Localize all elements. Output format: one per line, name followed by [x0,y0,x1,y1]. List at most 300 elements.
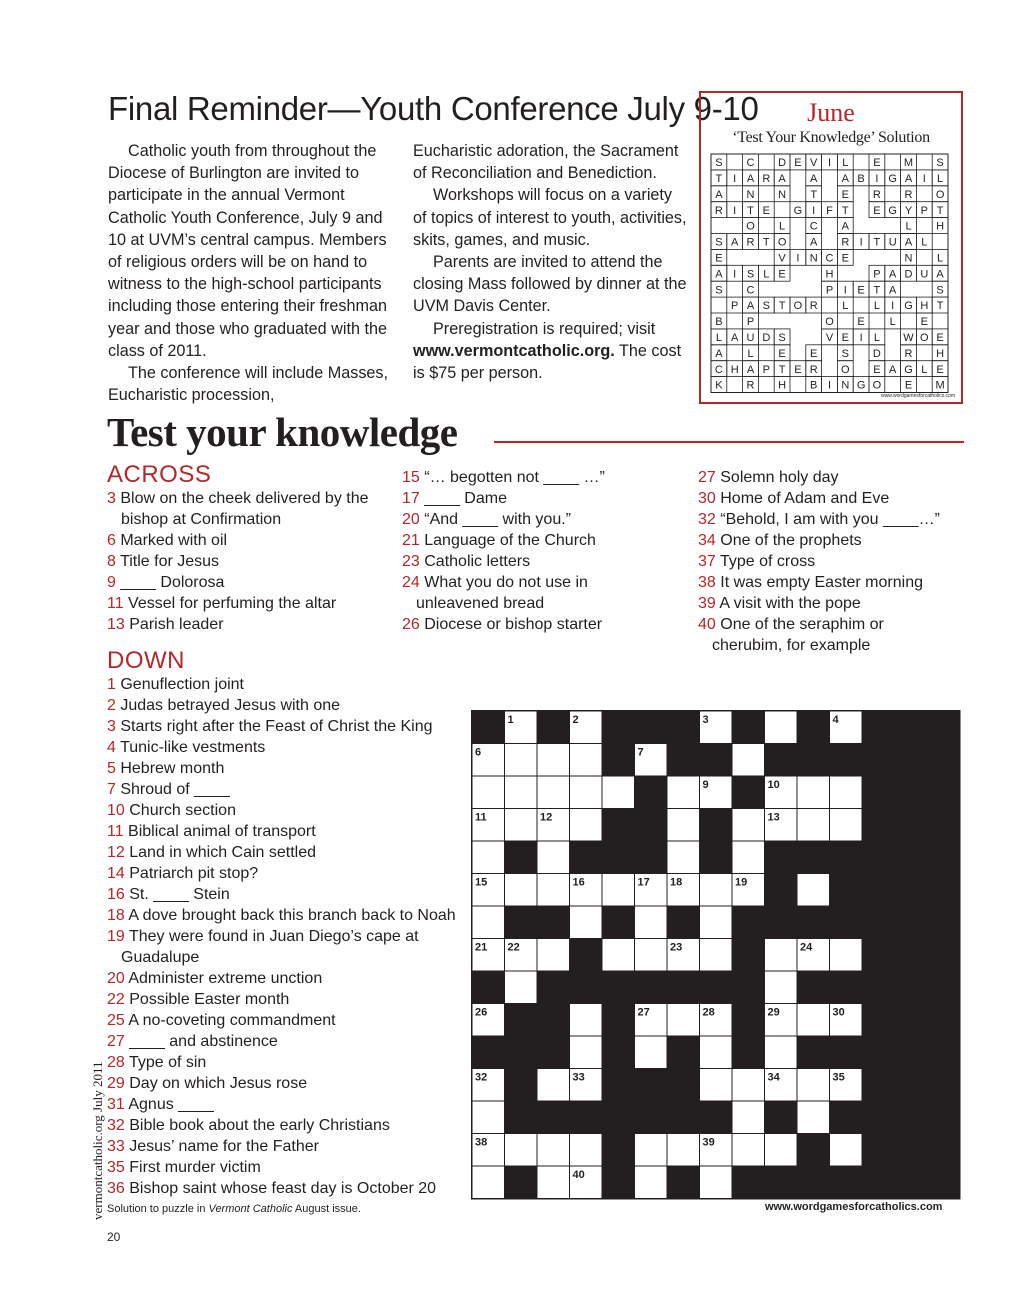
grid-cell[interactable] [667,1134,700,1167]
grid-cell[interactable] [732,1134,765,1167]
grid-cell[interactable] [797,874,830,907]
solution-letter: E [904,379,913,392]
clue-across_col1-8 [107,551,377,572]
grid-block [797,744,830,777]
grid-block [505,841,538,874]
solution-letter: L [889,316,896,329]
grid-cell[interactable] [667,809,700,842]
clue-text: Hebrew month [115,760,225,777]
solution-letter: E [778,268,786,281]
grid-block [472,971,505,1004]
solution-letter: U [920,268,929,281]
solution-letter: E [920,316,928,329]
solution-letter: O [793,300,803,313]
clue-down-25 [107,1010,462,1031]
grid-block [602,1036,635,1069]
clue-text: Shroud of ____ [115,781,230,798]
clue-number: 35 [107,1159,125,1176]
grid-block [732,1004,765,1037]
solution-letter: O [777,236,787,249]
grid-block [765,906,798,939]
grid-block [732,776,765,809]
clue-down-32 [107,1115,462,1136]
grid-block [635,841,668,874]
solution-letter: B [857,173,865,185]
grid-number: 29 [767,1006,780,1019]
clue-text: Blow on the cheek delivered by the bishop at Confirmation [115,490,369,528]
grid-number: 18 [670,876,683,889]
grid-cell[interactable] [472,1101,505,1134]
grid-cell[interactable] [700,1036,733,1069]
grid-block [797,1134,830,1167]
grid-block [537,1101,570,1134]
grid-cell[interactable] [537,1069,570,1102]
solution-letter: T [873,236,881,249]
grid-cell[interactable] [732,744,765,777]
clue-number: 7 [107,781,116,798]
solution-letter: A [810,236,818,249]
grid-block [830,1101,863,1134]
solution-note [107,1203,361,1215]
grid-block [700,841,733,874]
clue-down-33 [107,1136,462,1157]
clue-number: 39 [698,595,716,612]
clue-text: One of the seraphim or cherubim, for example [712,616,884,654]
grid-block [927,1101,960,1134]
solution-letter: L [779,220,786,233]
solution-letter: L [873,332,880,344]
solution-letter: R [809,300,818,313]
grid-cell[interactable] [537,939,570,972]
grid-cell[interactable] [700,906,733,939]
solution-letter: I [875,173,879,185]
solution-letter: I [859,332,863,344]
grid-number: 24 [800,941,813,954]
clue-across_col3-32 [698,509,958,530]
grid-cell[interactable] [700,939,733,972]
clue-number: 14 [107,865,125,882]
solution-letter: N [778,188,787,201]
grid-cell[interactable] [797,1004,830,1037]
grid-cell[interactable] [602,776,635,809]
clue-text: Possible Easter month [124,991,290,1008]
grid-cell[interactable] [537,776,570,809]
grid-block [895,906,928,939]
clue-number: 34 [698,532,716,549]
grid-block [667,1166,700,1199]
article-title: Final Reminder—Youth Conference July 9-10 [108,90,759,127]
grid-cell[interactable] [635,1036,668,1069]
clue-number: 40 [698,616,716,633]
grid-block [505,1101,538,1134]
clue-across_col2-21 [402,530,642,551]
clue-number: 10 [107,802,125,819]
solution-letter: E [841,332,849,344]
solution-letter: A [731,236,739,249]
grid-block [927,906,960,939]
solution-letter: I [843,284,847,297]
grid-cell[interactable] [537,1166,570,1199]
solution-letter: T [936,204,944,217]
solution-letter: A [936,268,944,281]
grid-block [895,1166,928,1199]
grid-cell[interactable] [732,1101,765,1134]
article-paragraph: Catholic youth from throughout the Diocese of Burlington are invited to participate in the annual Vermont Catholic Youth Conference, July 9 and 10 at UVM’s central campus. Members of religious orders will be on hand to witness to the high-school participants including those entering their freshman year and those who graduated with the class of 2011. [108,142,387,360]
grid-number: 19 [735,876,748,889]
solution-letter: P [873,268,881,281]
grid-cell[interactable] [765,939,798,972]
article-right-column [413,140,688,384]
clue-number: 29 [107,1075,125,1092]
solution-letter: O [841,363,850,376]
grid-block [537,1036,570,1069]
grid-cell[interactable] [505,744,538,777]
clue-text: “And ____ with you.” [419,511,571,528]
clue-number: 21 [402,532,420,549]
article-paragraph: Parents are invited to attend the closing Mass followed by dinner at the UVM Davis Center. [413,253,687,316]
grid-cell[interactable] [537,1134,570,1167]
solution-letter: L [921,236,928,249]
grid-cell[interactable] [797,1101,830,1134]
across-clues-col2 [402,467,642,635]
clue-down-36 [107,1178,462,1199]
solution-letter: T [762,236,770,249]
grid-block [862,776,895,809]
solution-letter: E [857,284,865,297]
clue-across_col2-24 [402,572,642,614]
clue-number: 3 [107,718,116,735]
clue-number: 22 [107,991,125,1008]
clue-text: Type of sin [124,1054,207,1071]
grid-cell[interactable] [732,809,765,842]
clue-down-7 [107,779,462,800]
solution-letter: T [715,173,723,185]
grid-block [537,1004,570,1037]
grid-block [570,841,603,874]
solution-title: June [807,98,855,127]
grid-block [927,776,960,809]
grid-cell[interactable] [570,1036,603,1069]
solution-letter: P [762,363,770,376]
grid-cell[interactable] [700,1166,733,1199]
solution-letter: N [746,188,755,201]
solution-letter: O [746,220,755,233]
clue-number: 23 [402,553,420,570]
grid-block [667,906,700,939]
grid-cell[interactable] [505,971,538,1004]
clue-number: 15 [402,469,420,486]
grid-block [895,1036,928,1069]
solution-letter: S [936,157,944,170]
grid-cell[interactable] [505,1134,538,1167]
clue-text: Tunic-like vestments [115,739,266,756]
clue-number: 36 [107,1180,125,1197]
solution-grid [701,93,961,402]
clue-number: 28 [107,1054,125,1071]
clue-text: Starts right after the Feast of Christ the King [115,718,433,735]
grid-number: 35 [832,1071,845,1084]
grid-cell[interactable] [830,939,863,972]
grid-cell[interactable] [830,776,863,809]
grid-block [927,841,960,874]
grid-cell[interactable] [537,744,570,777]
grid-cell[interactable] [700,874,733,907]
clue-number: 9 [107,574,116,591]
grid-cell[interactable] [635,1166,668,1199]
clue-number: 17 [402,490,420,507]
solution-letter: E [810,347,818,360]
solution-letter: O [872,379,882,392]
clue-down-5 [107,758,462,779]
grid-block [895,971,928,1004]
grid-block [700,1101,733,1134]
clue-down-29 [107,1073,462,1094]
across-clues-col3 [698,467,958,656]
clue-text: ____ and abstinence [124,1033,278,1050]
solution-letter: U [746,332,755,344]
solution-letter: N [809,252,818,265]
grid-block [830,1036,863,1069]
grid-cell[interactable] [537,841,570,874]
grid-cell[interactable] [765,971,798,1004]
clue-text: Home of Adam and Eve [715,490,890,507]
solution-letter: E [873,363,881,376]
clue-text: Church section [124,802,236,819]
solution-letter: D [778,157,787,170]
grid-cell[interactable] [505,874,538,907]
clue-number: 12 [107,844,125,861]
clue-text: Bible book about the early Christians [124,1117,390,1134]
grid-cell[interactable] [797,1069,830,1102]
grid-block [927,744,960,777]
grid-block [667,1069,700,1102]
clue-text: Catholic letters [419,553,531,570]
grid-cell[interactable] [667,1004,700,1037]
clue-text: “… begotten not ____ …” [419,469,605,486]
grid-cell[interactable] [505,776,538,809]
grid-block [830,1166,863,1199]
grid-block [537,906,570,939]
grid-cell[interactable] [537,874,570,907]
grid-block [895,711,928,744]
clue-across_col2-15 [402,467,642,488]
grid-block [732,971,765,1004]
solution-letter: T [778,363,786,376]
grid-cell[interactable] [635,906,668,939]
grid-block [505,1069,538,1102]
clue-number: 16 [107,886,125,903]
solution-letter: A [904,236,913,249]
article-text: The cost is $75 per person. [413,341,682,383]
grid-block [862,906,895,939]
grid-block [602,971,635,1004]
grid-cell[interactable] [570,809,603,842]
clue-across_col2-20 [402,509,642,530]
clue-down-19 [107,926,462,968]
grid-cell[interactable] [635,1134,668,1167]
clue-across_col2-26 [402,614,642,635]
grid-block [537,711,570,744]
grid-cell[interactable] [472,841,505,874]
solution-letter: P [746,316,755,329]
grid-block [862,1036,895,1069]
grid-block [732,711,765,744]
grid-block [797,906,830,939]
crossword-grid[interactable] [471,710,963,1200]
grid-block [830,906,863,939]
grid-number: 20 [832,876,845,889]
grid-block [862,809,895,842]
solution-letter: T [747,204,754,217]
grid-cell[interactable] [570,1004,603,1037]
website-link[interactable]: www.vermontcatholic.org. [413,341,615,360]
solution-letter: Y [904,204,913,217]
solution-letter: A [715,268,723,281]
clue-number: 3 [107,490,116,507]
grid-cell[interactable] [732,841,765,874]
clue-across_col1-13 [107,614,377,635]
clue-number: 5 [107,760,116,777]
grid-cell[interactable] [570,1134,603,1167]
solution-letter: H [825,268,834,281]
solution-letter: M [903,157,914,170]
article-left-column [108,140,393,406]
grid-number: 36 [897,1071,910,1084]
grid-cell[interactable] [700,1069,733,1102]
clue-number: 4 [107,739,116,756]
grid-cell[interactable] [635,939,668,972]
clue-across_col3-27 [698,467,958,488]
clue-across_col3-34 [698,530,958,551]
grid-cell[interactable] [602,874,635,907]
grid-block [635,971,668,1004]
solution-letter: S [746,268,755,281]
solution-letter: E [762,204,770,217]
grid-number: 25 [930,941,943,954]
grid-block [765,874,798,907]
grid-number: 14 [897,811,910,824]
grid-block [927,1069,960,1102]
grid-number: 30 [832,1006,845,1019]
grid-cell[interactable] [830,809,863,842]
clue-down-18 [107,905,462,926]
grid-cell[interactable] [472,776,505,809]
solution-letter: T [810,188,818,201]
grid-cell[interactable] [472,1166,505,1199]
article-paragraph [413,318,688,385]
grid-number: 16 [572,876,585,889]
solution-letter: G [856,379,866,392]
grid-number: 6 [475,746,482,759]
grid-block [602,809,635,842]
grid-block [570,971,603,1004]
solution-letter: I [827,379,832,392]
grid-cell[interactable] [570,776,603,809]
grid-block [895,1004,928,1037]
grid-number: 33 [572,1071,585,1084]
grid-cell[interactable] [765,1134,798,1167]
grid-block [537,971,570,1004]
solution-letter: A [841,173,849,185]
solution-letter: E [873,204,881,217]
grid-number: 7 [637,746,644,759]
down-clues [107,674,462,1199]
clue-number: 38 [698,574,716,591]
grid-cell[interactable] [797,776,830,809]
grid-block [927,1004,960,1037]
grid-number: 11 [475,811,487,824]
grid-block [862,939,895,972]
solution-letter: W [903,332,914,344]
clue-number: 27 [698,469,716,486]
grid-number: 40 [572,1169,585,1181]
grid-cell[interactable] [602,939,635,972]
clue-across_col1-6 [107,530,377,551]
grid-cell[interactable] [667,776,700,809]
grid-block [895,744,928,777]
grid-block [602,841,635,874]
clue-text: What you do not use in unleavened bread [416,574,588,612]
clue-number: 24 [402,574,420,591]
grid-cell[interactable] [797,809,830,842]
grid-cell[interactable] [732,1069,765,1102]
clue-down-1 [107,674,462,695]
solution-letter: A [715,347,723,360]
article-paragraph: The conference will include Masses, Eucharistic procession, [108,364,389,405]
grid-cell[interactable] [505,809,538,842]
grid-number: 23 [670,941,683,954]
solution-letter: S [715,157,723,170]
clue-down-31 [107,1094,462,1115]
clue-across_col3-30 [698,488,958,509]
grid-cell[interactable] [570,744,603,777]
grid-cell[interactable] [765,1036,798,1069]
solution-url: www.wordgamesforcatholics.com [881,393,955,399]
solution-letter: L [873,300,880,313]
solution-letter: R [904,188,913,201]
grid-block [927,1166,960,1199]
solution-letter: D [762,332,771,344]
grid-cell[interactable] [570,906,603,939]
grid-cell[interactable] [472,906,505,939]
solution-letter: V [825,332,834,344]
solution-letter: E [936,332,944,344]
clue-number: 1 [107,676,116,693]
grid-cell[interactable] [830,1134,863,1167]
solution-letter: E [778,347,786,360]
clue-down-10 [107,800,462,821]
clue-number: 30 [698,490,716,507]
clue-text: “Behold, I am with you ____…” [715,511,940,528]
grid-block [732,1166,765,1199]
solution-letter: A [778,173,786,185]
clue-text: First murder victim [124,1159,261,1176]
grid-cell[interactable] [765,711,798,744]
solution-letter: C [714,363,723,376]
grid-block [830,971,863,1004]
solution-letter: G [793,204,803,217]
grid-block [635,1069,668,1102]
solution-letter: R [904,347,913,360]
grid-cell[interactable] [667,841,700,874]
solution-letter: C [825,252,834,265]
grid-block [927,1036,960,1069]
clue-number: 25 [107,1012,125,1029]
grid-block [700,971,733,1004]
clue-number: 31 [107,1096,125,1113]
solution-letter: D [872,347,881,360]
grid-number: 12 [540,811,553,824]
